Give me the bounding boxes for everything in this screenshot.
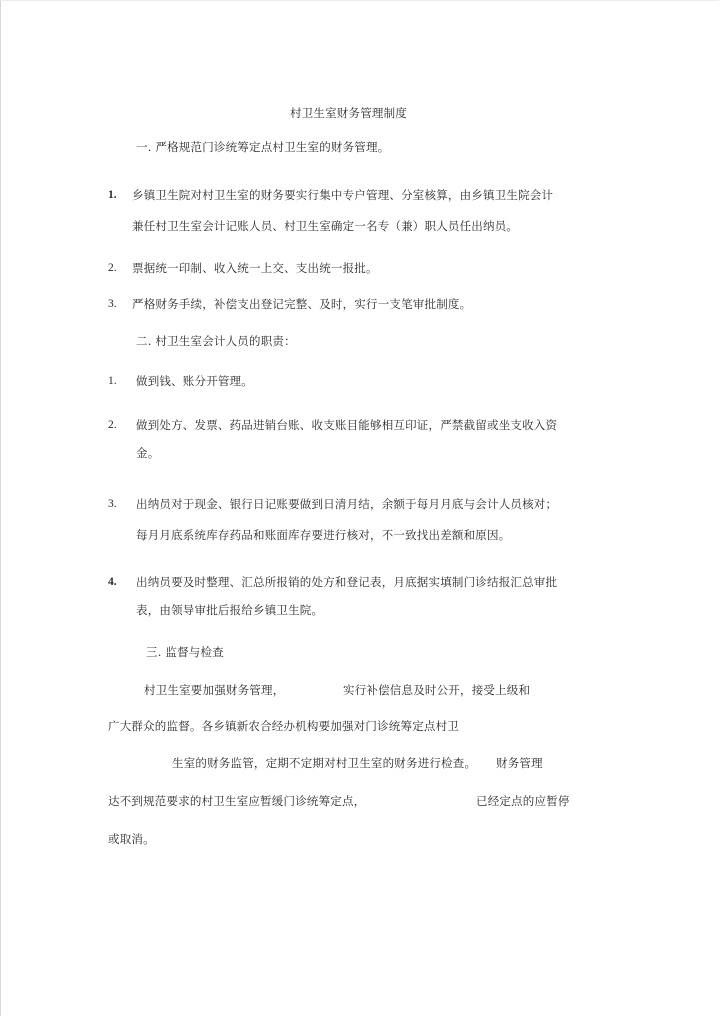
list-item-number: 2. — [108, 262, 117, 274]
list-item-text: 做到钱、账分开管理。 — [136, 374, 253, 388]
paragraph-text: 达不到规范要求的村卫生室应暂缓门诊统筹定点， — [108, 794, 366, 808]
list-item-text-continued: 金。 — [136, 446, 160, 460]
list-item-text: 做到处方、发票、药品进销台账、收支账目能够相互印证，严禁截留或坐支收入资 — [136, 418, 558, 432]
paragraph-text: 财务管理 — [496, 756, 543, 770]
section-2-heading: 二. 村卫生室会计人员的职责： — [136, 334, 296, 348]
section-1-heading: 一. 严格规范门诊统筹定点村卫生室的财务管理。 — [136, 140, 390, 154]
list-item-number: 3. — [108, 298, 117, 310]
paragraph-text: 实行补偿信息及时公开，接受上级和 — [343, 683, 531, 697]
list-item-text-continued: 兼任村卫生室会计记账人员、村卫生室确定一名专（兼）职人员任出纳员。 — [132, 219, 519, 233]
list-item-text: 出纳员对于现金、银行日记账要做到日清月结，余额于每月月底与会计人员核对； — [136, 497, 558, 511]
paragraph-text: 村卫生室要加强财务管理， — [144, 683, 285, 697]
list-item-text: 出纳员要及时整理、汇总所报销的处方和登记表，月底据实填制门诊结报汇总审批 — [136, 575, 558, 589]
list-item-text: 乡镇卫生院对村卫生室的财务要实行集中专户管理、分室核算，由乡镇卫生院会计 — [132, 188, 554, 202]
paragraph-text: 广大群众的监督。各乡镇新农合经办机构要加强对门诊统筹定点村卫 — [108, 719, 459, 733]
paragraph-text: 生室的财务监管，定期不定期对村卫生室的财务进行检查。 — [172, 756, 477, 770]
list-item-text: 严格财务手续，补偿支出登记完整、及时，实行一支笔审批制度。 — [132, 297, 472, 311]
list-item-text: 票据统一印制、收入统一上交、支出统一报批。 — [132, 261, 378, 275]
paragraph-text: 已经定点的应暂停 — [476, 794, 570, 808]
document-title: 村卫生室财务管理制度 — [290, 106, 407, 120]
list-item-text-continued: 表，由领导审批后报给乡镇卫生院。 — [136, 603, 324, 617]
list-item-text-continued: 每月月底系统库存药品和账面库存要进行核对，不一致找出差额和原因。 — [136, 528, 511, 542]
list-item-number: 2. — [108, 419, 117, 431]
list-item-number: 1. — [108, 375, 117, 387]
list-item-number: 3. — [108, 498, 117, 510]
section-3-heading: 三. 监督与检查 — [146, 645, 224, 659]
list-item-number: 4. — [108, 576, 117, 588]
paragraph-text: 或取消。 — [108, 832, 155, 846]
list-item-number: 1. — [108, 189, 117, 201]
